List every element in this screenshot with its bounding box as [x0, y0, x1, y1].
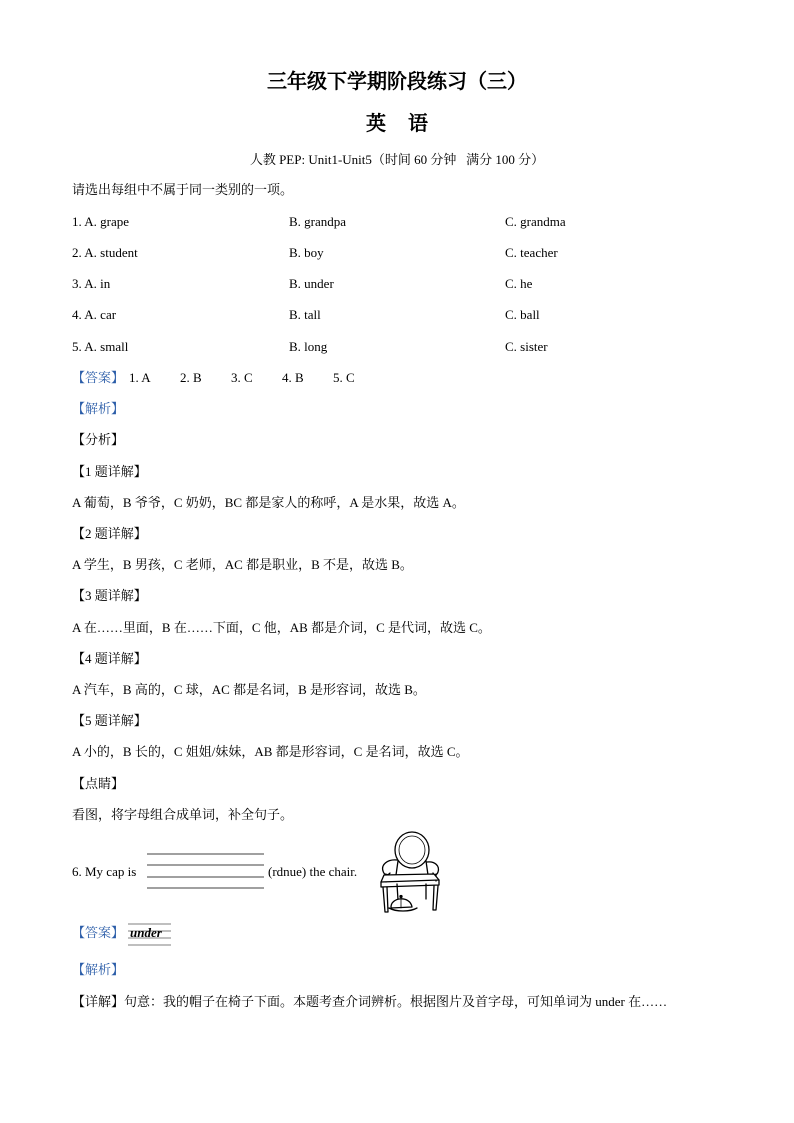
answer-item-1: 1. A [129, 370, 151, 385]
question-5-option-c: C. sister [505, 339, 548, 354]
analysis-tag-2: 【解析】 [72, 962, 125, 977]
question-4-option-b: B. tall [289, 307, 321, 322]
question-3-option-c: C. he [505, 276, 533, 291]
question-4-option-a: 4. A. car [72, 307, 117, 322]
page-title: 三年级下学期阶段练习（三） [267, 71, 527, 93]
section1-instruction: 请选出每组中不属于同一类别的一项。 [72, 182, 294, 197]
question-3-option-b: B. under [289, 276, 334, 291]
answer-value-handwritten: under [130, 925, 162, 940]
answer-writing-lines [147, 850, 264, 892]
chair-with-cap-picture [376, 830, 446, 916]
question-1-option-a: 1. A. grape [72, 214, 130, 229]
question-3-option-a: 3. A. in [72, 276, 111, 291]
answer-item-2: 2. B [180, 370, 202, 385]
question-5-option-a: 5. A. small [72, 339, 129, 354]
final-detail-line [72, 994, 667, 1010]
question-5-option-b: B. long [289, 339, 328, 354]
detail-text-5: A 小的，B 长的，C 姐姐/妹妹，AB 都是形容词，C 是名词，故选 C。 [72, 744, 469, 759]
question-4-option-c: C. ball [505, 307, 540, 322]
subject-heading: 英 语 [366, 113, 428, 135]
dianjing-tag: 【点睛】 [72, 776, 125, 791]
answer-item-5: 5. C [333, 370, 355, 385]
chair-seat [381, 874, 439, 887]
fenxi-tag: 【分析】 [72, 432, 125, 447]
question-2-option-a: 2. A. student [72, 245, 138, 260]
question-6-prefix: 6. My cap is [72, 864, 137, 879]
cap-drawing [389, 896, 417, 912]
question-2-option-c: C. teacher [505, 245, 558, 260]
question-6-suffix: (rdnue) the chair. [268, 864, 358, 879]
detail-heading-1: 【1 题详解】 [72, 464, 147, 479]
question-1-option-b: B. grandpa [289, 214, 347, 229]
answer-tag-2: 【答案】 [72, 925, 125, 940]
detail-heading-3: 【3 题详解】 [72, 588, 147, 603]
detail-heading-5: 【5 题详解】 [72, 713, 147, 728]
detail-text-2: A 学生，B 男孩，C 老师，AC 都是职业，B 不是，故选 B。 [72, 557, 413, 572]
detail-tag: 【详解】 [72, 994, 125, 1009]
exam-info: 人教 PEP: Unit1-Unit5（时间 60 分钟 满分 100 分） [249, 152, 545, 167]
detail-text-4: A 汽车，B 高的，C 球，AC 都是名词，B 是形容词，故选 B。 [72, 682, 426, 697]
chair-back [395, 832, 429, 875]
detail-text-1: A 葡萄，B 爷爷，C 奶奶，BC 都是家人的称呼，A 是水果，故选 A。 [72, 495, 465, 510]
analysis-tag: 【解析】 [72, 401, 125, 416]
question-1-option-c: C. grandma [505, 214, 566, 229]
detail-heading-4: 【4 题详解】 [72, 651, 147, 666]
answer-item-3: 3. C [231, 370, 253, 385]
detail-text: 句意：我的帽子在椅子下面。本题考查介词辨析。根据图片及首字母，可知单词为 under 在…… [124, 994, 668, 1009]
detail-heading-2: 【2 题详解】 [72, 526, 147, 541]
answer-tag: 【答案】 [72, 370, 125, 385]
detail-text-3: A 在……里面，B 在……下面，C 他，AB 都是介词，C 是代词，故选 C。 [72, 620, 491, 635]
section2-instruction: 看图，将字母组合成单词，补全句子。 [72, 807, 294, 822]
answer-item-4: 4. B [282, 370, 304, 385]
question-2-option-b: B. boy [289, 245, 324, 260]
